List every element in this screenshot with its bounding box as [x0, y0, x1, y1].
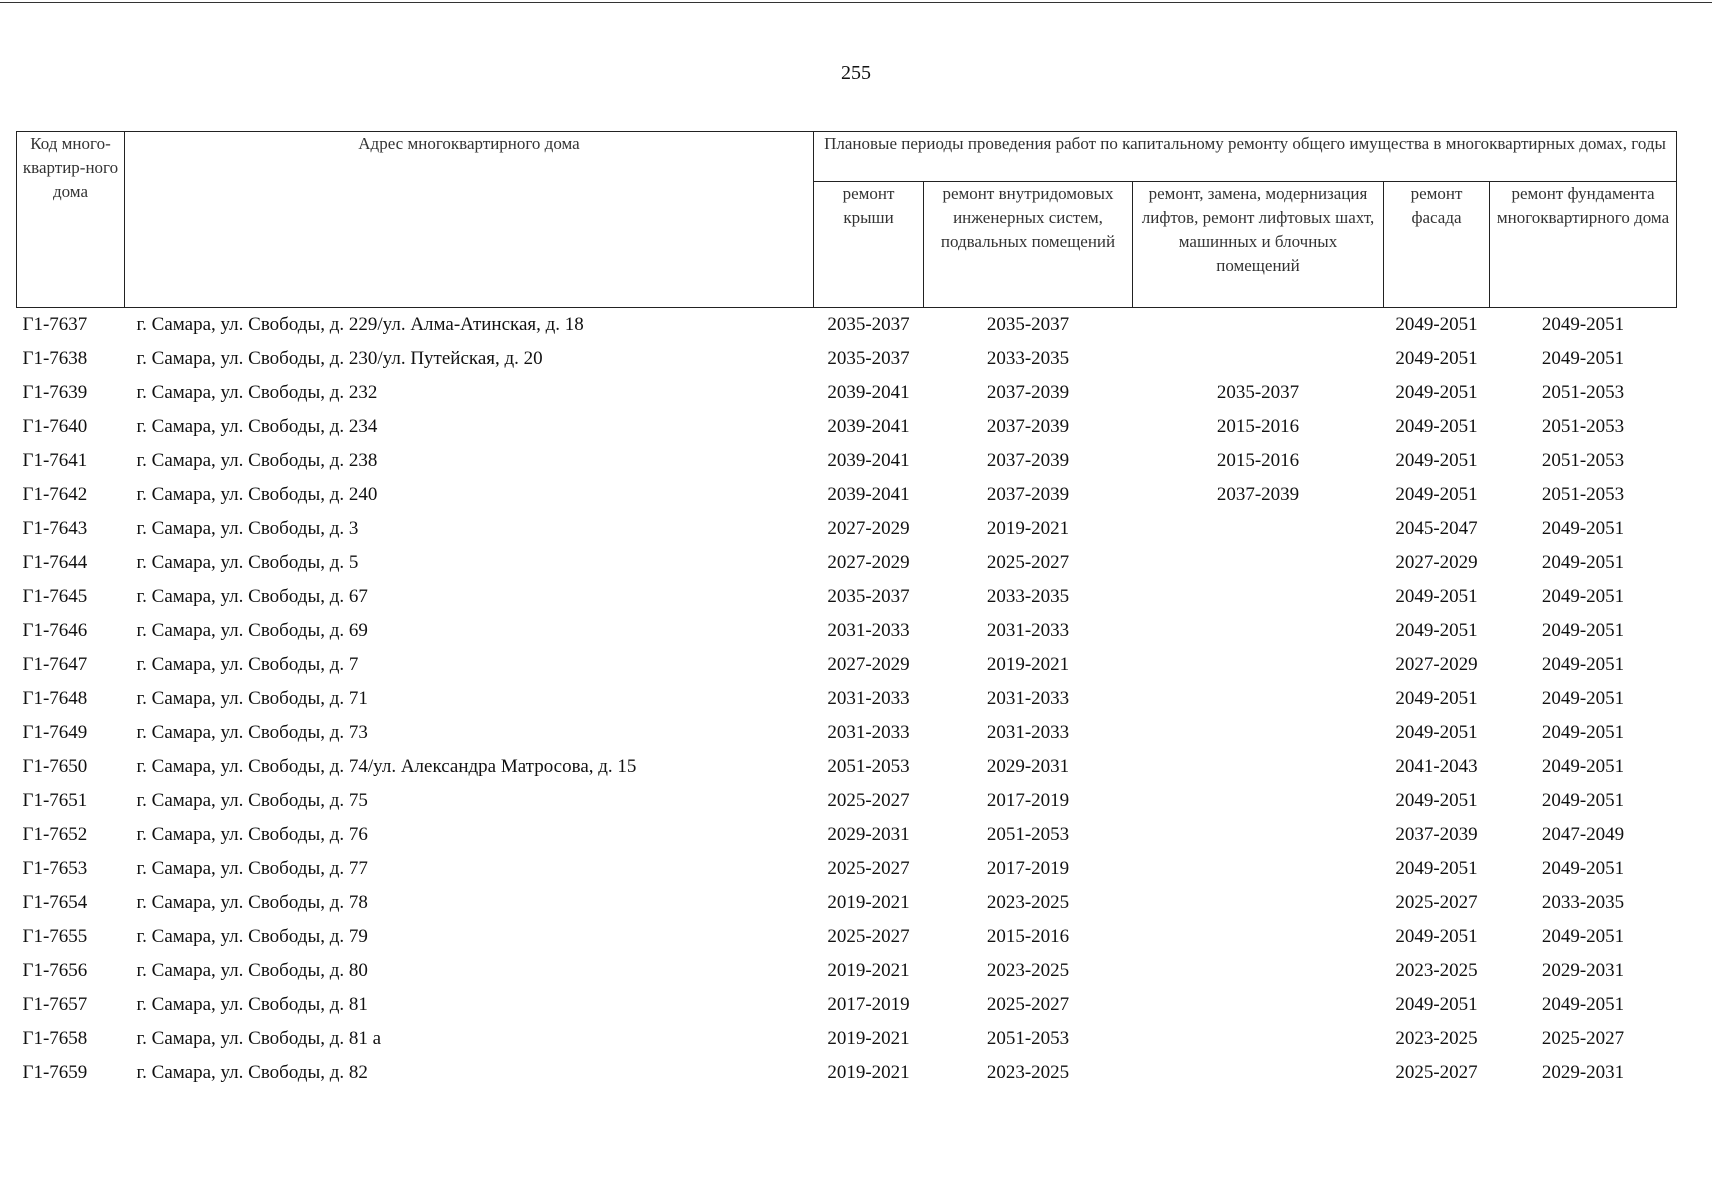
- cell-code: Г1-7644: [22, 552, 88, 573]
- cell-facade-period: 2049-2051: [1395, 416, 1478, 437]
- cell-engineering-period: 2015-2016: [986, 926, 1070, 947]
- cell-address: г. Самара, ул. Свободы, д. 3: [136, 518, 359, 539]
- cell-foundation-period: 2029-2031: [1541, 1062, 1625, 1083]
- cell-address: г. Самара, ул. Свободы, д. 74/ул. Александра Матросова, д. 15: [136, 756, 637, 777]
- cell-roof-period: 2039-2041: [827, 382, 910, 403]
- table-row: [17, 444, 1677, 478]
- cell-facade-period: 2023-2025: [1395, 1028, 1478, 1049]
- cell-foundation-period: 2025-2027: [1541, 1028, 1625, 1049]
- table-row: [17, 512, 1677, 546]
- cell-lifts-period: [1133, 648, 1384, 682]
- cell-roof-period: 2035-2037: [827, 586, 910, 607]
- cell-address: г. Самара, ул. Свободы, д. 82: [136, 1062, 368, 1083]
- header-periods-group: Плановые периоды проведения работ по капитальному ремонту общего имущества в многоквартирных домах, годы: [814, 132, 1677, 182]
- cell-foundation-period: 2049-2051: [1541, 348, 1625, 369]
- cell-engineering-period: 2035-2037: [986, 314, 1070, 335]
- cell-engineering-period: 2019-2021: [986, 654, 1070, 675]
- cell-foundation-period: 2049-2051: [1541, 654, 1625, 675]
- cell-code: Г1-7638: [22, 348, 88, 369]
- cell-address: г. Самара, ул. Свободы, д. 77: [136, 858, 368, 879]
- cell-address: г. Самара, ул. Свободы, д. 69: [136, 620, 368, 641]
- cell-facade-period: 2041-2043: [1395, 756, 1478, 777]
- cell-address: г. Самара, ул. Свободы, д. 234: [136, 416, 378, 437]
- cell-address: г. Самара, ул. Свободы, д. 5: [136, 552, 359, 573]
- cell-engineering-period: 2023-2025: [986, 892, 1070, 913]
- table-row: [17, 1056, 1677, 1090]
- cell-roof-period: 2025-2027: [827, 858, 910, 879]
- cell-roof-period: 2035-2037: [827, 348, 910, 369]
- cell-foundation-period: 2029-2031: [1541, 960, 1625, 981]
- table-row: [17, 410, 1677, 444]
- cell-code: Г1-7643: [22, 518, 88, 539]
- cell-address: г. Самара, ул. Свободы, д. 76: [136, 824, 368, 845]
- cell-lifts-period: [1133, 614, 1384, 648]
- cell-roof-period: 2039-2041: [827, 450, 910, 471]
- table-row: [17, 614, 1677, 648]
- cell-facade-period: 2027-2029: [1395, 654, 1478, 675]
- cell-facade-period: 2049-2051: [1395, 790, 1478, 811]
- cell-address: г. Самара, ул. Свободы, д. 71: [136, 688, 368, 709]
- cell-roof-period: 2031-2033: [827, 722, 910, 743]
- cell-facade-period: 2045-2047: [1395, 518, 1478, 539]
- table-row: [17, 376, 1677, 410]
- cell-roof-period: 2029-2031: [827, 824, 910, 845]
- cell-engineering-period: 2017-2019: [986, 790, 1070, 811]
- table-row: [17, 1022, 1677, 1056]
- cell-roof-period: 2019-2021: [827, 892, 910, 913]
- cell-foundation-period: 2049-2051: [1541, 620, 1625, 641]
- cell-engineering-period: 2037-2039: [986, 416, 1070, 437]
- cell-foundation-period: 2051-2053: [1541, 416, 1625, 437]
- table-body: [17, 308, 1677, 1091]
- cell-facade-period: 2049-2051: [1395, 722, 1478, 743]
- cell-roof-period: 2017-2019: [827, 994, 910, 1015]
- cell-engineering-period: 2029-2031: [986, 756, 1070, 777]
- page-number: 255: [841, 62, 871, 84]
- cell-lifts-period: [1133, 682, 1384, 716]
- cell-address: г. Самара, ул. Свободы, д. 80: [136, 960, 368, 981]
- cell-engineering-period: 2033-2035: [986, 348, 1070, 369]
- cell-foundation-period: 2049-2051: [1541, 688, 1625, 709]
- cell-foundation-period: 2049-2051: [1541, 858, 1625, 879]
- cell-lifts-period: [1133, 512, 1384, 546]
- cell-facade-period: 2049-2051: [1395, 994, 1478, 1015]
- cell-foundation-period: 2049-2051: [1541, 994, 1625, 1015]
- cell-code: Г1-7657: [22, 994, 88, 1015]
- cell-code: Г1-7641: [22, 450, 88, 471]
- cell-code: Г1-7647: [22, 654, 88, 675]
- table-row: [17, 920, 1677, 954]
- cell-lifts-period: [1133, 818, 1384, 852]
- cell-facade-period: 2027-2029: [1395, 552, 1478, 573]
- cell-address: г. Самара, ул. Свободы, д. 240: [136, 484, 378, 505]
- cell-facade-period: 2049-2051: [1395, 348, 1478, 369]
- cell-foundation-period: 2049-2051: [1541, 926, 1625, 947]
- cell-facade-period: 2049-2051: [1395, 484, 1478, 505]
- cell-code: Г1-7640: [22, 416, 88, 437]
- cell-lifts-period: [1133, 1022, 1384, 1056]
- cell-lifts-period: [1133, 784, 1384, 818]
- cell-lifts-period: [1133, 716, 1384, 750]
- cell-code: Г1-7637: [22, 314, 88, 335]
- repair-schedule-table: [16, 131, 1677, 1090]
- cell-foundation-period: 2049-2051: [1541, 586, 1625, 607]
- cell-code: Г1-7655: [22, 926, 88, 947]
- cell-foundation-period: 2049-2051: [1541, 552, 1625, 573]
- cell-lifts-period: [1133, 342, 1384, 376]
- header-lifts: ремонт, замена, модернизация лифтов, ремонт лифтовых шахт, машинных и блочных помещений: [1133, 182, 1384, 308]
- cell-foundation-period: 2033-2035: [1541, 892, 1625, 913]
- cell-foundation-period: 2051-2053: [1541, 382, 1625, 403]
- table-header: [17, 132, 1677, 308]
- cell-facade-period: 2025-2027: [1395, 892, 1478, 913]
- cell-engineering-period: 2031-2033: [986, 620, 1070, 641]
- page-top-rule: [0, 2, 1712, 3]
- cell-engineering-period: 2037-2039: [986, 450, 1070, 471]
- cell-engineering-period: 2017-2019: [986, 858, 1070, 879]
- header-facade: ремонт фасада: [1384, 182, 1490, 308]
- cell-engineering-period: 2023-2025: [986, 960, 1070, 981]
- cell-facade-period: 2049-2051: [1395, 858, 1478, 879]
- cell-engineering-period: 2025-2027: [986, 552, 1070, 573]
- header-engineering: ремонт внутридомовых инженерных систем, подвальных помещений: [924, 182, 1133, 308]
- cell-lifts-period: 2037-2039: [1216, 484, 1300, 505]
- table-row: [17, 342, 1677, 376]
- cell-code: Г1-7651: [22, 790, 88, 811]
- cell-facade-period: 2037-2039: [1395, 824, 1478, 845]
- table-row: [17, 716, 1677, 750]
- cell-facade-period: 2049-2051: [1395, 688, 1478, 709]
- cell-facade-period: 2049-2051: [1395, 926, 1478, 947]
- cell-roof-period: 2039-2041: [827, 484, 910, 505]
- table-row: [17, 886, 1677, 920]
- cell-lifts-period: 2015-2016: [1216, 450, 1300, 471]
- cell-code: Г1-7654: [22, 892, 88, 913]
- cell-roof-period: 2027-2029: [827, 518, 910, 539]
- cell-lifts-period: [1133, 1056, 1384, 1090]
- cell-foundation-period: 2051-2053: [1541, 484, 1625, 505]
- header-address: Адрес многоквартирного дома: [125, 132, 814, 308]
- table-row: [17, 750, 1677, 784]
- table-row: [17, 818, 1677, 852]
- cell-code: Г1-7652: [22, 824, 88, 845]
- cell-foundation-period: 2049-2051: [1541, 314, 1625, 335]
- header-code: Код много-квартир-ного дома: [17, 132, 125, 308]
- cell-engineering-period: 2033-2035: [986, 586, 1070, 607]
- cell-engineering-period: 2031-2033: [986, 722, 1070, 743]
- cell-code: Г1-7639: [22, 382, 88, 403]
- cell-facade-period: 2023-2025: [1395, 960, 1478, 981]
- cell-roof-period: 2025-2027: [827, 926, 910, 947]
- table-row: [17, 682, 1677, 716]
- cell-code: Г1-7656: [22, 960, 88, 981]
- cell-address: г. Самара, ул. Свободы, д. 238: [136, 450, 378, 471]
- cell-address: г. Самара, ул. Свободы, д. 230/ул. Путейская, д. 20: [136, 348, 543, 369]
- cell-code: Г1-7649: [22, 722, 88, 743]
- cell-engineering-period: 2051-2053: [986, 1028, 1070, 1049]
- cell-roof-period: 2027-2029: [827, 552, 910, 573]
- cell-roof-period: 2031-2033: [827, 688, 910, 709]
- cell-foundation-period: 2047-2049: [1541, 824, 1625, 845]
- table-row: [17, 988, 1677, 1022]
- cell-code: Г1-7648: [22, 688, 88, 709]
- table-row: [17, 478, 1677, 512]
- cell-facade-period: 2049-2051: [1395, 586, 1478, 607]
- cell-facade-period: 2049-2051: [1395, 382, 1478, 403]
- cell-code: Г1-7659: [22, 1062, 88, 1083]
- cell-code: Г1-7645: [22, 586, 88, 607]
- cell-roof-period: 2035-2037: [827, 314, 910, 335]
- cell-foundation-period: 2049-2051: [1541, 722, 1625, 743]
- cell-lifts-period: [1133, 920, 1384, 954]
- cell-lifts-period: 2015-2016: [1216, 416, 1300, 437]
- cell-code: Г1-7658: [22, 1028, 88, 1049]
- cell-roof-period: 2039-2041: [827, 416, 910, 437]
- table-row: [17, 308, 1677, 343]
- table-row: [17, 546, 1677, 580]
- cell-engineering-period: 2031-2033: [986, 688, 1070, 709]
- cell-address: г. Самара, ул. Свободы, д. 75: [136, 790, 368, 811]
- cell-lifts-period: [1133, 852, 1384, 886]
- cell-address: г. Самара, ул. Свободы, д. 81: [136, 994, 368, 1015]
- cell-engineering-period: 2037-2039: [986, 484, 1070, 505]
- header-foundation: ремонт фундамента многоквартирного дома: [1490, 182, 1677, 308]
- cell-facade-period: 2049-2051: [1395, 620, 1478, 641]
- cell-engineering-period: 2051-2053: [986, 824, 1070, 845]
- cell-facade-period: 2049-2051: [1395, 450, 1478, 471]
- cell-roof-period: 2025-2027: [827, 790, 910, 811]
- cell-address: г. Самара, ул. Свободы, д. 81 а: [136, 1028, 382, 1049]
- cell-facade-period: 2049-2051: [1395, 314, 1478, 335]
- cell-address: г. Самара, ул. Свободы, д. 229/ул. Алма-Атинская, д. 18: [136, 314, 584, 335]
- cell-roof-period: 2019-2021: [827, 1062, 910, 1083]
- cell-code: Г1-7646: [22, 620, 88, 641]
- cell-roof-period: 2051-2053: [827, 756, 910, 777]
- cell-address: г. Самара, ул. Свободы, д. 79: [136, 926, 368, 947]
- cell-roof-period: 2027-2029: [827, 654, 910, 675]
- cell-address: г. Самара, ул. Свободы, д. 7: [136, 654, 359, 675]
- cell-address: г. Самара, ул. Свободы, д. 73: [136, 722, 368, 743]
- cell-foundation-period: 2049-2051: [1541, 756, 1625, 777]
- cell-foundation-period: 2049-2051: [1541, 790, 1625, 811]
- table-row: [17, 580, 1677, 614]
- cell-lifts-period: [1133, 886, 1384, 920]
- table-row: [17, 784, 1677, 818]
- cell-roof-period: 2019-2021: [827, 1028, 910, 1049]
- cell-code: Г1-7642: [22, 484, 88, 505]
- cell-foundation-period: 2051-2053: [1541, 450, 1625, 471]
- cell-lifts-period: [1133, 954, 1384, 988]
- cell-address: г. Самара, ул. Свободы, д. 232: [136, 382, 378, 403]
- cell-code: Г1-7653: [22, 858, 88, 879]
- cell-lifts-period: [1133, 750, 1384, 784]
- cell-engineering-period: 2025-2027: [986, 994, 1070, 1015]
- cell-address: г. Самара, ул. Свободы, д. 67: [136, 586, 368, 607]
- header-roof: ремонт крыши: [814, 182, 924, 308]
- cell-roof-period: 2019-2021: [827, 960, 910, 981]
- cell-engineering-period: 2023-2025: [986, 1062, 1070, 1083]
- cell-foundation-period: 2049-2051: [1541, 518, 1625, 539]
- cell-address: г. Самара, ул. Свободы, д. 78: [136, 892, 368, 913]
- cell-lifts-period: [1133, 546, 1384, 580]
- cell-code: Г1-7650: [22, 756, 88, 777]
- cell-roof-period: 2031-2033: [827, 620, 910, 641]
- cell-lifts-period: [1133, 308, 1384, 343]
- table-row: [17, 954, 1677, 988]
- table-row: [17, 648, 1677, 682]
- cell-facade-period: 2025-2027: [1395, 1062, 1478, 1083]
- cell-engineering-period: 2019-2021: [986, 518, 1070, 539]
- cell-lifts-period: [1133, 580, 1384, 614]
- cell-lifts-period: 2035-2037: [1216, 382, 1300, 403]
- cell-engineering-period: 2037-2039: [986, 382, 1070, 403]
- cell-lifts-period: [1133, 988, 1384, 1022]
- table-row: [17, 852, 1677, 886]
